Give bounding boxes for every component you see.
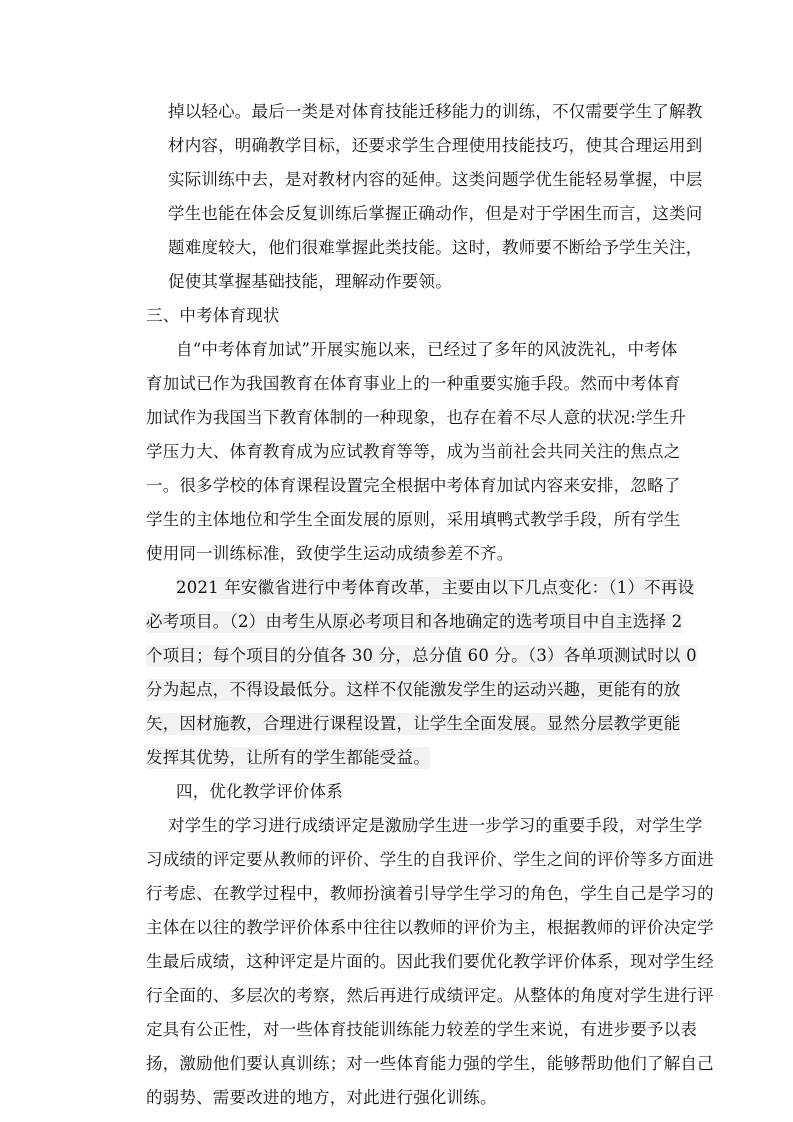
para-1-line-5: 题难度较大，他们很难掌握此类技能。这时，教师要不断给予学生关注，	[168, 238, 703, 257]
para-3-line-5: 矢，因材施教，合理进行课程设置，让学生全面发展。显然分层教学更能	[146, 714, 681, 733]
para-3-line-6: 发挥其优势，让所有的学生都能受益。	[146, 748, 430, 767]
para-4-line-2: 习成绩的评定要从教师的评价、学生的自我评价、学生之间的评价等多方面进	[146, 850, 714, 869]
para-4-line-9: 的弱势、需要改进的地方，对此进行强化训练。	[146, 1088, 497, 1107]
para-1-line-4: 学生也能在体会反复训练后掌握正确动作，但是对于学困生而言，这类问	[168, 204, 703, 223]
para-4-line-8: 扬，激励他们要认真训练；对一些体育能力强的学生，能够帮助他们了解自己	[146, 1054, 714, 1073]
para-4-line-7: 定具有公正性，对一些体育技能训练能力较差的学生来说，有进步要予以表	[146, 1020, 698, 1039]
para-3-line-3: 个项目；每个项目的分值各 30 分，总分值 60 分。（3）各单项测试时以 0	[146, 646, 697, 665]
para-2-line-1: 自“中考体育加试”开展实施以来，已经过了多年的风波洗礼，中考体	[176, 340, 678, 359]
section-heading-3: 三、中考体育现状	[146, 306, 280, 325]
para-3-line-4: 分为起点，不得设最低分。这样不仅能激发学生的运动兴趣，更能有的放	[146, 680, 681, 699]
para-2-line-2: 育加试已作为我国教育在体育事业上的一种重要实施手段。然而中考体育	[146, 374, 681, 393]
para-4-line-4: 主体在以往的教学评价体系中往往以教师的评价为主，根据教师的评价决定学	[146, 918, 714, 937]
section-heading-4: 四，优化教学评价体系	[176, 782, 343, 801]
para-1-line-3: 实际训练中去，是对教材内容的延伸。这类问题学优生能轻易掌握，中层	[168, 170, 703, 189]
para-1-line-6: 促使其掌握基础技能，理解动作要领。	[168, 272, 452, 291]
para-4-line-3: 行考虑、在教学过程中，教师扮演着引导学生学习的角色，学生自己是学习的	[146, 884, 714, 903]
para-2-line-6: 学生的主体地位和学生全面发展的原则，采用填鸭式教学手段，所有学生	[146, 510, 681, 529]
para-3-line-1: 2021 年安徽省进行中考体育改革，主要由以下几点变化：（1）不再设	[176, 578, 695, 597]
para-1-line-1: 掉以轻心。最后一类是对体育技能迁移能力的训练，不仅需要学生了解教	[168, 102, 703, 121]
para-4-line-5: 生最后成绩，这种评定是片面的。因此我们要优化教学评价体系，现对学生经	[146, 952, 714, 971]
para-2-line-7: 使用同一训练标准，致使学生运动成绩参差不齐。	[146, 544, 514, 563]
para-4-line-6: 行全面的、多层次的考察，然后再进行成绩评定。从整体的角度对学生进行评	[146, 986, 714, 1005]
para-1-line-2: 材内容，明确教学目标，还要求学生合理使用技能技巧，使其合理运用到	[168, 136, 703, 155]
para-2-line-5: 一。很多学校的体育课程设置完全根据中考体育加试内容来安排，忽略了	[146, 476, 681, 495]
para-2-line-4: 学压力大、体育教育成为应试教育等等，成为当前社会共同关注的焦点之	[146, 442, 681, 461]
para-4-line-1: 对学生的学习进行成绩评定是激励学生进一步学习的重要手段，对学生学	[168, 816, 703, 835]
para-3-line-2: 必考项目。（2）由考生从原必考项目和各地确定的选考项目中自主选择 2	[146, 612, 683, 631]
para-2-line-3: 加试作为我国当下教育体制的一种现象，也存在着不尽人意的状况:学生升	[146, 408, 687, 427]
